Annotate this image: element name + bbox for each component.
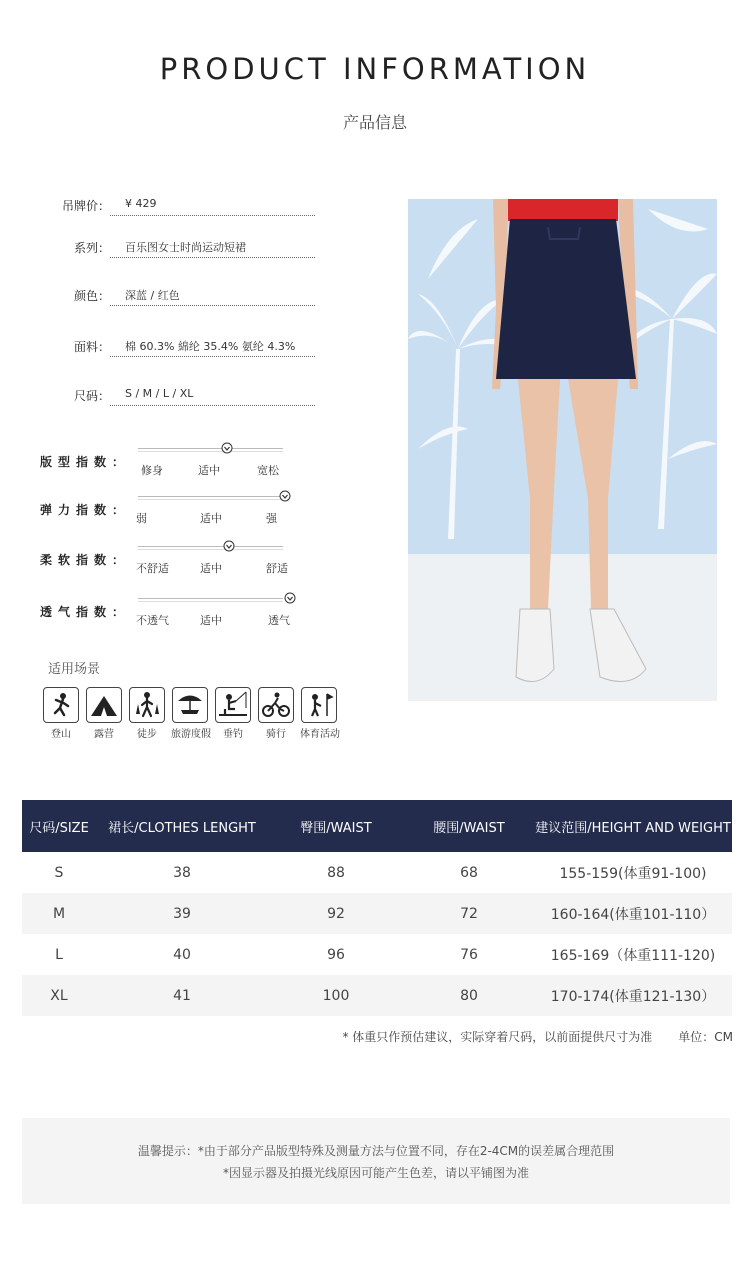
size-label: 尺码： <box>73 389 110 403</box>
softness-index-label: 柔软指数： <box>40 553 131 567</box>
softness-option-medium: 适中 <box>200 562 222 575</box>
table-row <box>22 934 732 975</box>
heart-marker-icon <box>223 540 235 552</box>
scene-label: 旅游度假 <box>171 729 211 740</box>
table-cell: 100 <box>268 975 404 1016</box>
info-row-price <box>30 197 320 217</box>
fit-option-medium: 适中 <box>198 464 220 477</box>
table-cell: 96 <box>327 946 345 963</box>
elasticity-option-strong: 强 <box>266 512 277 525</box>
scene-title: 适用场景 <box>48 662 101 677</box>
table-cell: S <box>54 864 64 881</box>
elasticity-option-medium: 适中 <box>200 512 222 525</box>
size-table <box>22 800 732 1016</box>
elasticity-index-track <box>138 496 283 500</box>
softness-option-uncomfortable: 不舒适 <box>136 562 169 575</box>
table-cell: 41 <box>96 975 268 1016</box>
column-header: 臀围/WAIST <box>268 800 404 852</box>
table-cell: XL <box>22 975 96 1016</box>
column-header: 裙长/CLOTHES LENGHT <box>96 800 268 852</box>
info-row-size <box>30 387 320 407</box>
breathability-index-label: 透气指数： <box>40 605 131 619</box>
scene-label: 垂钓 <box>223 729 243 740</box>
table-cell: M <box>22 893 96 934</box>
divider <box>110 405 315 406</box>
table-cell: 170-174(体重121-130） <box>534 975 732 1016</box>
fabric-value: 棉 60.3% 綿纶 35.4% 氨纶 4.3% <box>125 340 296 353</box>
scene-label: 体育活动 <box>300 729 340 740</box>
vacation-icon <box>172 687 208 723</box>
size-note-text: * 体重只作预估建议，实际穿着尺码，以前面提供尺寸为准 <box>342 1030 653 1044</box>
size-note <box>0 1028 733 1045</box>
color-label: 颜色： <box>73 289 110 303</box>
table-cell: 92 <box>268 893 404 934</box>
fabric-label: 面料： <box>73 340 110 354</box>
breathability-option-medium: 适中 <box>200 614 222 627</box>
page-subtitle: 产品信息 <box>342 113 407 132</box>
scene-hiking <box>128 687 166 740</box>
info-row-color <box>30 287 320 307</box>
scene-label: 骑行 <box>266 729 286 740</box>
softness-index-track <box>138 546 283 550</box>
table-cell: 160-164(体重101-110） <box>534 893 732 934</box>
tips-line-2: *因显示器及拍摄光线原因可能产生色差，请以平铺图为准 <box>222 1166 529 1180</box>
breathability-index-track <box>138 598 283 602</box>
table-cell: 72 <box>404 893 534 934</box>
column-header: 腰围/WAIST <box>404 800 534 852</box>
scene-sports <box>300 687 338 740</box>
softness-index <box>40 543 310 583</box>
divider <box>110 305 315 306</box>
table-cell: 38 <box>173 864 191 881</box>
scene-fishing <box>214 687 252 740</box>
table-cell: L <box>55 946 63 963</box>
table-cell: 165-169（体重111-120) <box>550 947 716 964</box>
page-title: PRODUCT INFORMATION <box>159 52 591 86</box>
tips-line-1: 温馨提示：*由于部分产品版型特殊及测量方法与位置不同，存在2-4CM的误差属合理范围 <box>137 1144 615 1158</box>
divider <box>110 215 315 216</box>
table-row <box>22 975 732 1016</box>
fit-index <box>40 445 310 485</box>
column-header: 建议范围/HEIGHT AND WEIGHT <box>534 800 732 852</box>
info-row-series <box>30 239 320 259</box>
elasticity-index-label: 弹力指数： <box>40 503 131 517</box>
table-cell: 88 <box>327 864 345 881</box>
heart-marker-icon <box>279 490 291 502</box>
color-value: 深蓝 / 红色 <box>125 289 180 302</box>
table-cell: 76 <box>460 946 478 963</box>
size-value: S / M / L / XL <box>125 387 194 400</box>
fishing-icon <box>215 687 251 723</box>
table-header-row <box>22 800 732 852</box>
scene-camping <box>85 687 123 740</box>
scene-climbing <box>42 687 80 740</box>
heart-marker-icon <box>284 592 296 604</box>
scene-icons <box>42 687 342 747</box>
series-label: 系列： <box>73 241 110 255</box>
fit-option-slim: 修身 <box>141 464 163 477</box>
camping-icon <box>86 687 122 723</box>
table-cell: 39 <box>96 893 268 934</box>
fit-index-track <box>138 448 283 452</box>
scene-cycling <box>257 687 295 740</box>
heart-marker-icon <box>221 442 233 454</box>
climbing-icon <box>43 687 79 723</box>
scene-vacation <box>171 687 209 740</box>
divider <box>110 356 315 357</box>
tips-box <box>22 1118 730 1204</box>
hiking-icon <box>129 687 165 723</box>
unit-label: 单位：CM <box>678 1030 733 1044</box>
fit-option-loose: 宽松 <box>257 464 279 477</box>
fit-index-label: 版型指数： <box>40 455 131 469</box>
table-cell: 155-159(体重91-100) <box>559 865 707 882</box>
price-value: ¥ 429 <box>125 197 157 210</box>
scene-label: 徒步 <box>137 729 157 740</box>
table-cell: 40 <box>173 946 191 963</box>
product-photo <box>408 199 717 701</box>
breathability-index <box>40 595 310 635</box>
breathability-option-breathable: 透气 <box>268 614 290 627</box>
scene-label: 露营 <box>94 729 114 740</box>
golf-icon <box>301 687 337 723</box>
series-value: 百乐图女士时尚运动短裙 <box>125 241 246 254</box>
table-cell: 68 <box>460 864 478 881</box>
scene-label: 登山 <box>51 729 71 740</box>
breathability-option-none: 不透气 <box>136 614 169 627</box>
price-label: 吊牌价： <box>61 199 110 213</box>
table-row <box>22 893 732 934</box>
softness-option-comfortable: 舒适 <box>266 562 288 575</box>
info-row-fabric <box>30 338 320 358</box>
divider <box>110 257 315 258</box>
table-cell: 80 <box>404 975 534 1016</box>
column-header: 尺码/SIZE <box>22 800 96 852</box>
elasticity-index <box>40 493 310 533</box>
elasticity-option-weak: 弱 <box>136 512 147 525</box>
table-row <box>22 852 732 893</box>
cycling-icon <box>258 687 294 723</box>
